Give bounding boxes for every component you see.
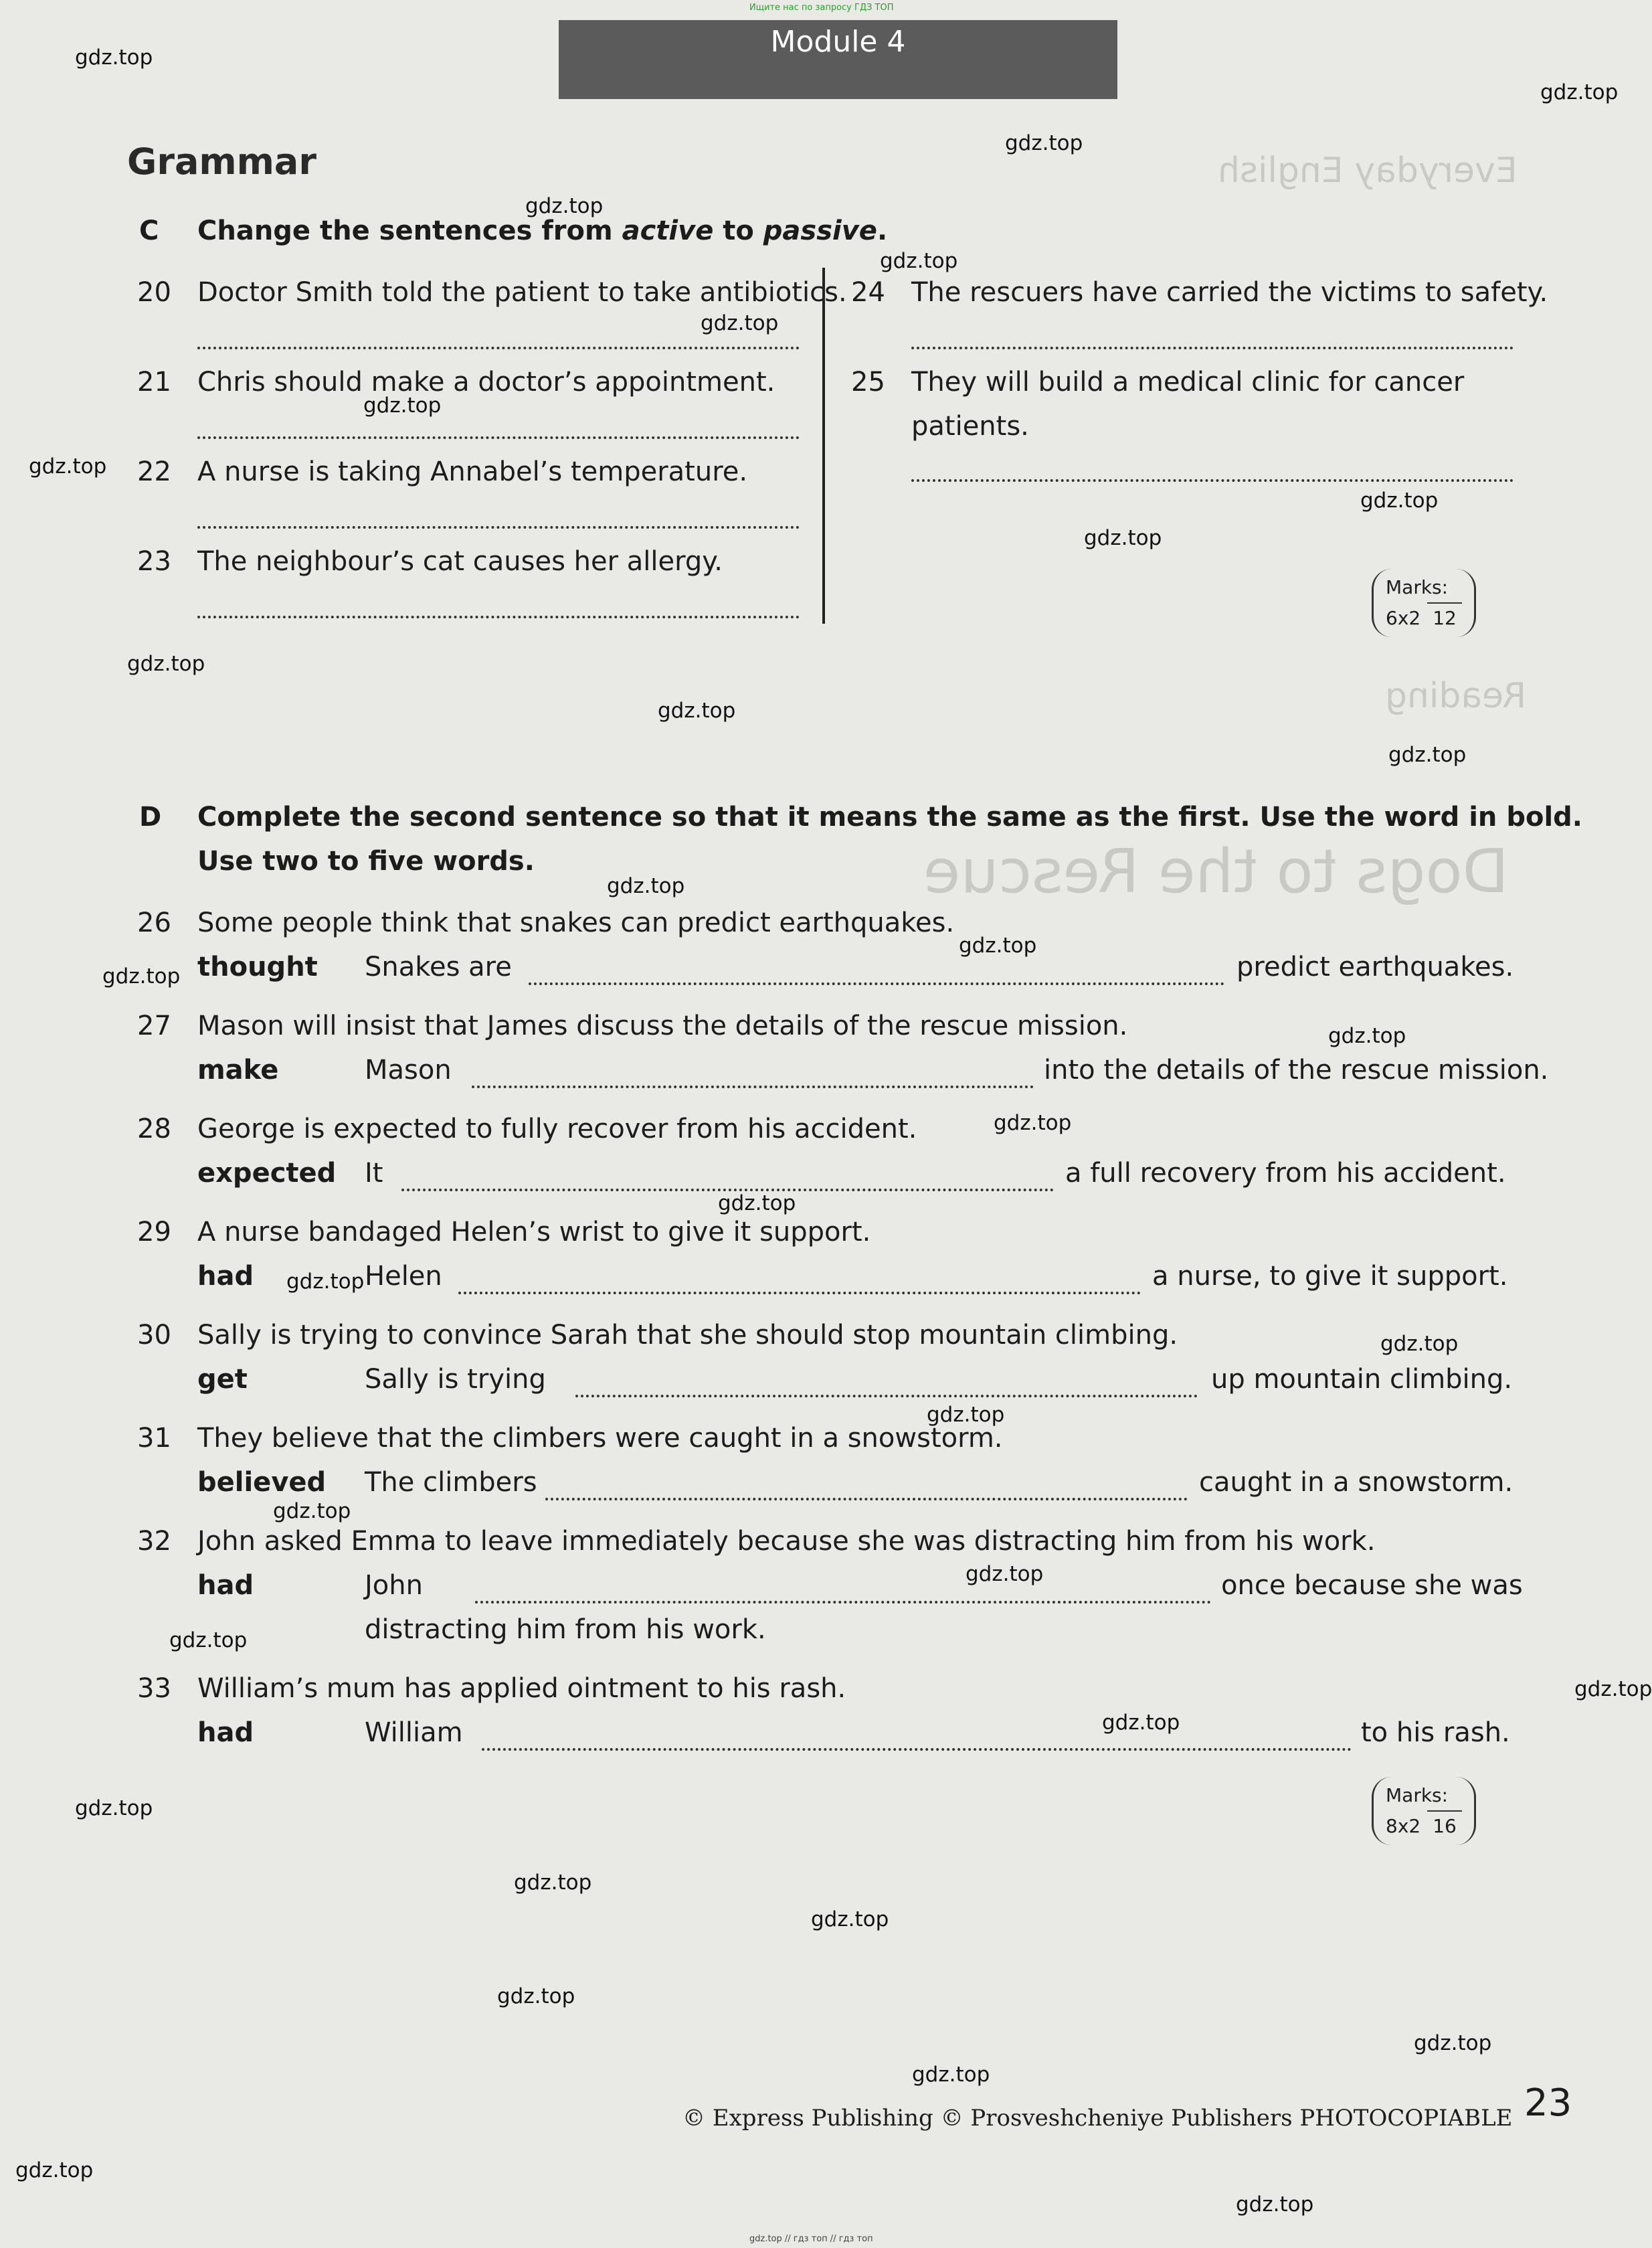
watermark: gdz.top [75, 46, 153, 70]
item-24-number: 24 [851, 277, 885, 308]
partD-marks-label-row [1386, 1781, 1462, 1810]
ghost-heading-everyday: Everyday English [1218, 151, 1518, 191]
item-32-number: 32 [137, 1526, 171, 1557]
item-23-answer-line[interactable] [197, 616, 800, 618]
item-31-keyword: believed [197, 1467, 327, 1498]
partC-marks-calc: 6x2 [1386, 607, 1421, 629]
watermark: gdz.top [514, 1871, 592, 1895]
item-29-sentence: A nurse bandaged Helen’s wrist to give it support. [197, 1217, 871, 1247]
watermark: gdz.top [607, 874, 685, 898]
watermark: gdz.top [1540, 80, 1619, 104]
ghost-title-dogs: Dogs to the Rescue [923, 837, 1509, 907]
item-29-number: 29 [137, 1217, 171, 1247]
partC-instruction-pre: Change the sentences from [197, 215, 622, 246]
partC-instruction-passive: passive [763, 215, 877, 246]
item-26-start: Snakes are [365, 952, 512, 982]
watermark: gdz.top [701, 311, 779, 335]
watermark: gdz.top [169, 1628, 248, 1652]
item-21-number: 21 [137, 367, 171, 398]
watermark: gdz.top [75, 1796, 153, 1820]
item-21-text: Chris should make a doctor’s appointment. [197, 367, 775, 398]
watermark: gdz.top [29, 454, 107, 479]
item-33-start: William [365, 1717, 463, 1748]
watermark: gdz.top [15, 2158, 94, 2182]
partC-marks-box [1372, 569, 1476, 637]
item-22-text: A nurse is taking Annabel’s temperature. [197, 456, 748, 487]
copyright-footer: © Express Publishing © Prosveshcheniye Publishers PHOTOCOPIABLE [682, 2105, 1513, 2132]
item-32-end: once because she was [1221, 1570, 1523, 1601]
item-32-keyword: had [197, 1570, 254, 1601]
partC-letter: C [139, 215, 159, 246]
partC-marks-label-row [1386, 573, 1462, 602]
watermark: gdz.top [1414, 2031, 1492, 2055]
partC-marks-label: Marks: [1386, 576, 1449, 598]
section-title: Grammar [127, 141, 316, 183]
watermark: gdz.top [658, 699, 736, 723]
item-27-end: into the details of the rescue mission. [1044, 1055, 1549, 1086]
item-26-end: predict earthquakes. [1236, 952, 1514, 982]
item-30-end: up mountain climbing. [1211, 1364, 1513, 1395]
item-32-end-line2: distracting him from his work. [365, 1614, 766, 1645]
partC-instruction-active: active [622, 215, 714, 246]
partD-marks-calc-row [1386, 1810, 1462, 1841]
item-32-answer-line[interactable] [475, 1601, 1211, 1604]
watermark: gdz.top [1380, 1332, 1459, 1356]
partC-marks-total: 12 [1427, 602, 1462, 633]
watermark: gdz.top [1574, 1677, 1652, 1701]
watermark: gdz.top [1388, 743, 1467, 767]
watermark: gdz.top [286, 1270, 365, 1294]
item-21-answer-line[interactable] [197, 436, 800, 439]
item-31-sentence: They believe that the climbers were caught in a snowstorm. [197, 1423, 1003, 1454]
item-23-number: 23 [137, 546, 171, 577]
item-28-start: It [365, 1158, 383, 1189]
watermark: gdz.top [273, 1499, 351, 1523]
item-31-answer-line[interactable] [545, 1498, 1188, 1500]
item-26-number: 26 [137, 907, 171, 938]
watermark: gdz.top [127, 652, 205, 676]
partD-letter: D [139, 802, 162, 833]
item-32-start: John [365, 1570, 423, 1601]
item-33-end: to his rash. [1361, 1717, 1510, 1748]
item-28-end: a full recovery from his accident. [1065, 1158, 1506, 1189]
module-label: Module 4 [770, 25, 906, 59]
item-24-answer-line[interactable] [911, 347, 1513, 349]
watermark: gdz.top [880, 249, 958, 273]
watermark: gdz.top [497, 1984, 575, 2008]
ghost-heading-reading: Reading [1385, 676, 1527, 716]
partD-marks-calc: 8x2 [1386, 1815, 1421, 1837]
partD-instruction-line2: Use two to five words. [197, 846, 535, 877]
bottom-note: gdz.top // гдз топ // гдз топ [749, 2234, 873, 2244]
item-30-sentence: Sally is trying to convince Sarah that she should stop mountain climbing. [197, 1320, 1178, 1351]
item-25-text-line1: They will build a medical clinic for cancer [911, 367, 1465, 398]
item-29-answer-line[interactable] [458, 1292, 1141, 1294]
watermark: gdz.top [1005, 131, 1083, 155]
watermark: gdz.top [927, 1403, 1005, 1427]
item-33-number: 33 [137, 1673, 171, 1704]
item-28-keyword: expected [197, 1158, 337, 1189]
item-29-end: a nurse, to give it support. [1152, 1261, 1508, 1292]
item-29-start: Helen [365, 1261, 442, 1292]
item-20-text: Doctor Smith told the patient to take antibiotics. [197, 277, 847, 308]
partC-instruction-mid: to [713, 215, 763, 246]
item-27-answer-line[interactable] [472, 1086, 1034, 1088]
watermark: gdz.top [811, 1907, 889, 1931]
item-30-answer-line[interactable] [575, 1395, 1198, 1397]
watermark: gdz.top [525, 194, 604, 218]
item-33-sentence: William’s mum has applied ointment to his rash. [197, 1673, 846, 1704]
item-22-number: 22 [137, 456, 171, 487]
item-27-sentence: Mason will insist that James discuss the details of the rescue mission. [197, 1011, 1128, 1041]
partD-marks-total: 16 [1427, 1810, 1462, 1841]
item-33-keyword: had [197, 1717, 254, 1748]
item-26-keyword: thought [197, 952, 318, 982]
partC-instruction [197, 215, 887, 246]
item-31-start: The climbers [365, 1467, 537, 1498]
watermark: gdz.top [1360, 489, 1439, 513]
item-30-keyword: get [197, 1364, 248, 1395]
item-23-text: The neighbour’s cat causes her allergy. [197, 546, 723, 577]
partD-marks-box [1372, 1777, 1476, 1845]
watermark: gdz.top [1236, 2192, 1314, 2217]
watermark: gdz.top [912, 2063, 990, 2087]
item-32-sentence: John asked Emma to leave immediately because she was distracting him from his work. [197, 1526, 1376, 1557]
item-25-answer-line[interactable] [911, 479, 1513, 482]
item-20-answer-line[interactable] [197, 347, 800, 349]
item-24-text: The rescuers have carried the victims to safety. [911, 277, 1548, 308]
item-26-answer-line[interactable] [529, 982, 1224, 985]
item-22-answer-line[interactable] [197, 526, 800, 529]
page-number: 23 [1524, 2081, 1572, 2125]
item-27-keyword: make [197, 1055, 279, 1086]
item-20-number: 20 [137, 277, 171, 308]
item-29-keyword: had [197, 1261, 254, 1292]
item-26-sentence: Some people think that snakes can predict earthquakes. [197, 907, 955, 938]
item-27-start: Mason [365, 1055, 452, 1086]
item-25-number: 25 [851, 367, 885, 398]
item-31-number: 31 [137, 1423, 171, 1454]
item-30-number: 30 [137, 1320, 171, 1351]
watermark: gdz.top [1084, 526, 1162, 550]
top-note: Ищите нас по запросу ГДЗ ТОП [749, 3, 894, 13]
watermark: gdz.top [966, 1562, 1044, 1586]
item-27-number: 27 [137, 1011, 171, 1041]
module-banner [559, 20, 1117, 99]
partC-marks-calc-row [1386, 602, 1462, 633]
partD-instruction-line1: Complete the second sentence so that it means the same as the first. Use the word in bold. [197, 802, 1582, 833]
watermark: gdz.top [363, 394, 442, 418]
column-divider [822, 268, 825, 624]
watermark: gdz.top [1102, 1711, 1180, 1735]
item-33-answer-line[interactable] [482, 1748, 1352, 1751]
item-28-sentence: George is expected to fully recover from his accident. [197, 1114, 917, 1144]
watermark: gdz.top [102, 964, 181, 988]
item-31-end: caught in a snowstorm. [1199, 1467, 1513, 1498]
item-25-text-line2: patients. [911, 411, 1029, 442]
watermark: gdz.top [959, 934, 1037, 958]
watermark: gdz.top [1328, 1024, 1406, 1048]
item-28-number: 28 [137, 1114, 171, 1144]
item-30-start: Sally is trying [365, 1364, 546, 1395]
watermark: gdz.top [994, 1111, 1072, 1135]
partC-instruction-end: . [877, 215, 888, 246]
partD-marks-label: Marks: [1386, 1784, 1449, 1806]
watermark: gdz.top [718, 1191, 796, 1215]
